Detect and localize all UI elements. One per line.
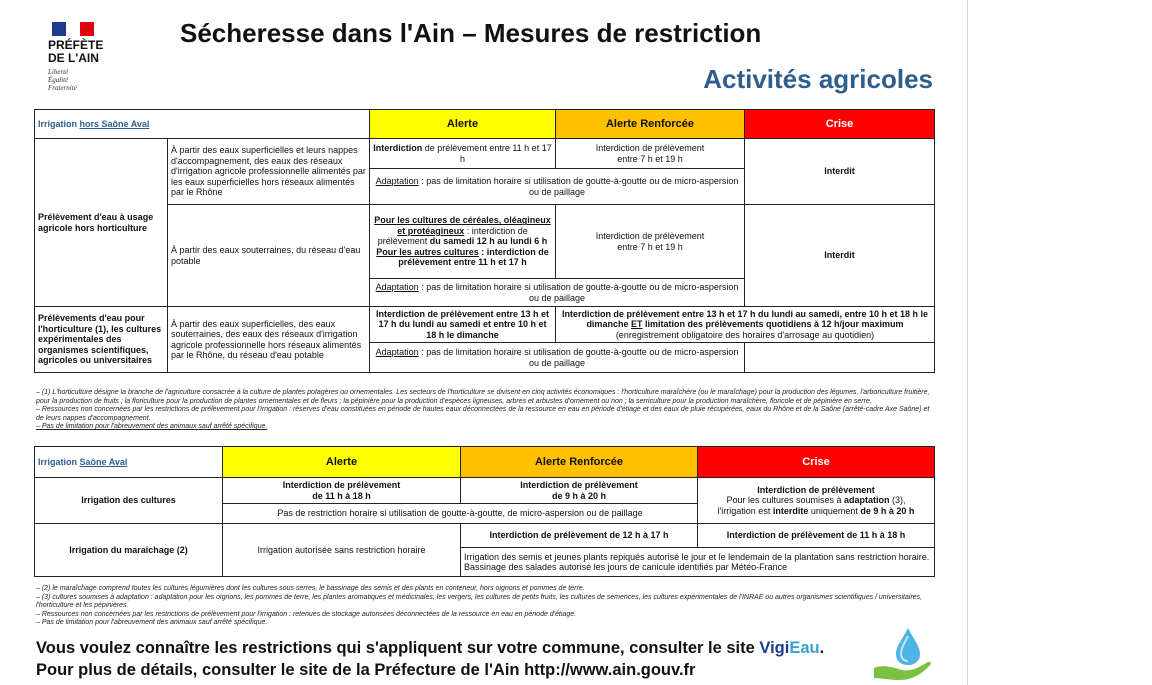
table-hors-saone-aval xyxy=(34,109,935,373)
cultures-crise: Interdiction de prélèvement Pour les cultures soumises à adaptation (3), l'irrigation est interdite uniquement de 9 h à 20 h xyxy=(698,478,935,524)
row-label-usage-agricole: Prélèvement d'eau à usage agricole hors horticulture xyxy=(35,139,168,307)
header2-crise: Crise xyxy=(698,447,935,478)
page-subtitle: Activités agricoles xyxy=(703,64,933,94)
souterraine-renforcee: Interdiction de prélèvement entre 7 h et 19 h xyxy=(556,205,745,279)
prefecture-logo xyxy=(48,22,128,102)
surface-alerte: Interdiction de prélèvement entre 11 h et 17 h xyxy=(370,139,556,169)
logo-name: PRÉFÈTE DE L'AIN xyxy=(48,38,104,65)
footer-prefecture-line: Pour plus de détails, consulter le site de la Préfecture de l'Ain http://www.ain.gouv.fr xyxy=(36,661,696,679)
table1-title: Irrigation hors Saône Aval xyxy=(35,110,370,139)
header-alerte: Alerte xyxy=(370,110,556,139)
surface-renforcee: Interdiction de prélèvement entre 7 h et 19 h xyxy=(556,139,745,169)
maraichage-crise: Interdiction de prélèvement de 11 h à 18 h xyxy=(698,524,935,548)
cultures-renforcee: Interdiction de prélèvement de 9 h à 20 h xyxy=(461,478,698,504)
notes-saone-aval: – (2) le maraîchage comprend toutes les cultures légumières dont les cultures sous serres, le bassinage des semis et des plants en conteneur, hors oignons et pommes de terre. – (3) cultures soumises à adaptation : adaptation pour les oignons, les pommes de terre, les plantes aromatiques et médicinales, les vergers, les cultures de petits fruits, les cultures de semences, les cultures expérimentales de l'INRAE ou autres organismes scientifiques / universitaires, l'horticulture et les pépinières. – Ressources non concernées par les restrictions de prélèvement pour l'irrigation : retenues de stockage autorisées déconnectées de la ressource en eau en période d'étiage. – Pas de limitation pour l'abreuvement des animaux sauf arrêté spécifique. xyxy=(36,585,923,627)
surface-crise: Interdit xyxy=(745,139,935,205)
souterraine-adaptation: Adaptation : pas de limitation horaire si utilisation de goutte-à-goutte ou de micro-aspersion ou de paillage xyxy=(370,279,745,307)
row-label-horticulture: Prélèvements d'eau pour l'horticulture (1), les cultures expérimentales des organismes scientifiques, agricoles ou universitaires xyxy=(35,307,168,373)
horticulture-renforcee-crise: Interdiction de prélèvement entre 13 h et 17 h du lundi au samedi, entre 10 h et 18 h le dimanche ET limitation des prélèvements quotidiens à 12 h/jour maximum (enregistrement obligatoire des horaires d'arrosage au quotidien) xyxy=(556,307,935,343)
water-drop-hand-icon xyxy=(872,624,934,685)
maraichage-alerte: Irrigation autorisée sans restriction horaire xyxy=(223,524,461,577)
page-title: Sécheresse dans l'Ain – Mesures de restriction xyxy=(180,18,762,48)
horticulture-adaptation: Adaptation : pas de limitation horaire si utilisation de goutte-à-goutte ou de micro-aspersion ou de paillage xyxy=(370,343,745,373)
maraichage-semis: Irrigation des semis et jeunes plants repiqués autorisé le jour et le lendemain de la plantation sans restriction horaire. Bassinage des salades autorisé les jours de canicule identifiés par Météo-France xyxy=(461,548,935,577)
cultures-adaptation: Pas de restriction horaire si utilisation de goutte-à-goutte, de micro-aspersion ou de paillage xyxy=(223,504,698,524)
header-crise: Crise xyxy=(745,110,935,139)
footer-vigieau-line: Vous voulez connaître les restrictions qui s'appliquent sur votre commune, consulter le site VigiEau. xyxy=(36,639,825,657)
surface-adaptation: Adaptation : pas de limitation horaire si utilisation de goutte-à-goutte ou de micro-aspersion ou de paillage xyxy=(370,169,745,205)
header2-alerte: Alerte xyxy=(223,447,461,478)
notes-hors-saone-aval: – (1) L'horticulture désigne la branche de l'agriculture consacrée à la culture de plantes potagères ou ornementales. Les secteurs de l'horticulture se divisent en cinq activités économiques : l'horticulture maraîchère (ou le maraîchage) pour la production des légumes, l'arboriculture fruitière, pour la production de fruits ; la floriculture pour la production de plantes ornementales et de fleurs ; la pépinière pour la production d'espèces ligneuses, arbres et arbustes d'ornement ou non ; la serriculture pour la production maraîchère, floricole et de pépinière en serre. – Ressources non concernées par les restrictions de prélèvement pour l'irrigation : réserves d'eau constituées en période de hautes eaux déconnectées de la ressource en eau en période d'étiage et des eaux de pluie récupérées, eaux du Rhône et de la Saône (arrêté-cadre Axe Saône) et de leurs nappes d'accompagnement. – Pas de limitation pour l'abreuvement des animaux sauf arrêté spécifique. xyxy=(36,389,930,431)
souterraine-crise: Interdit xyxy=(745,205,935,307)
header-alerte-renforcee: Alerte Renforcée xyxy=(556,110,745,139)
header2-alerte-renforcee: Alerte Renforcée xyxy=(461,447,698,478)
maraichage-renforcee: Interdiction de prélèvement de 12 h à 17 h xyxy=(461,524,698,548)
row-label-maraichage: Irrigation du maraîchage (2) xyxy=(35,524,223,577)
horticulture-alerte: Interdiction de prélèvement entre 13 h et 17 h du lundi au samedi et entre 10 h et 18 h le dimanche xyxy=(370,307,556,343)
table-saone-aval xyxy=(34,446,935,577)
horticulture-empty-cell xyxy=(745,343,935,373)
source-horticulture: À partir des eaux superficielles, des eaux souterraines, des eaux des réseaux d'irrigation agricole professionnelle hors réseaux alimentés par le Rhône, du réseau d'eau potable xyxy=(168,307,370,373)
table2-title: Irrigation Saône Aval xyxy=(35,447,223,478)
row-label-irrigation-cultures: Irrigation des cultures xyxy=(35,478,223,524)
souterraine-alerte: Pour les cultures de céréales, oléagineux et protéagineux : interdiction de prélèvement du samedi 12 h au lundi 6 h Pour les autres cultures : interdiction de prélèvement entre 11 h et 17 h xyxy=(370,205,556,279)
flag-icon xyxy=(52,22,94,36)
source-eaux-superficielles: À partir des eaux superficielles et leurs nappes d'accompagnement, des eaux des réseaux d'irrigation agricole professionnelle alimentés par les eaux superficielles hors réseaux alimentés par le Rhône xyxy=(168,139,370,205)
source-eaux-souterraines: À partir des eaux souterraines, du réseau d'eau potable xyxy=(168,205,370,307)
logo-motto: Liberté Égalité Fraternité xyxy=(48,68,77,92)
cultures-alerte: Interdiction de prélèvement de 11 h à 18 h xyxy=(223,478,461,504)
